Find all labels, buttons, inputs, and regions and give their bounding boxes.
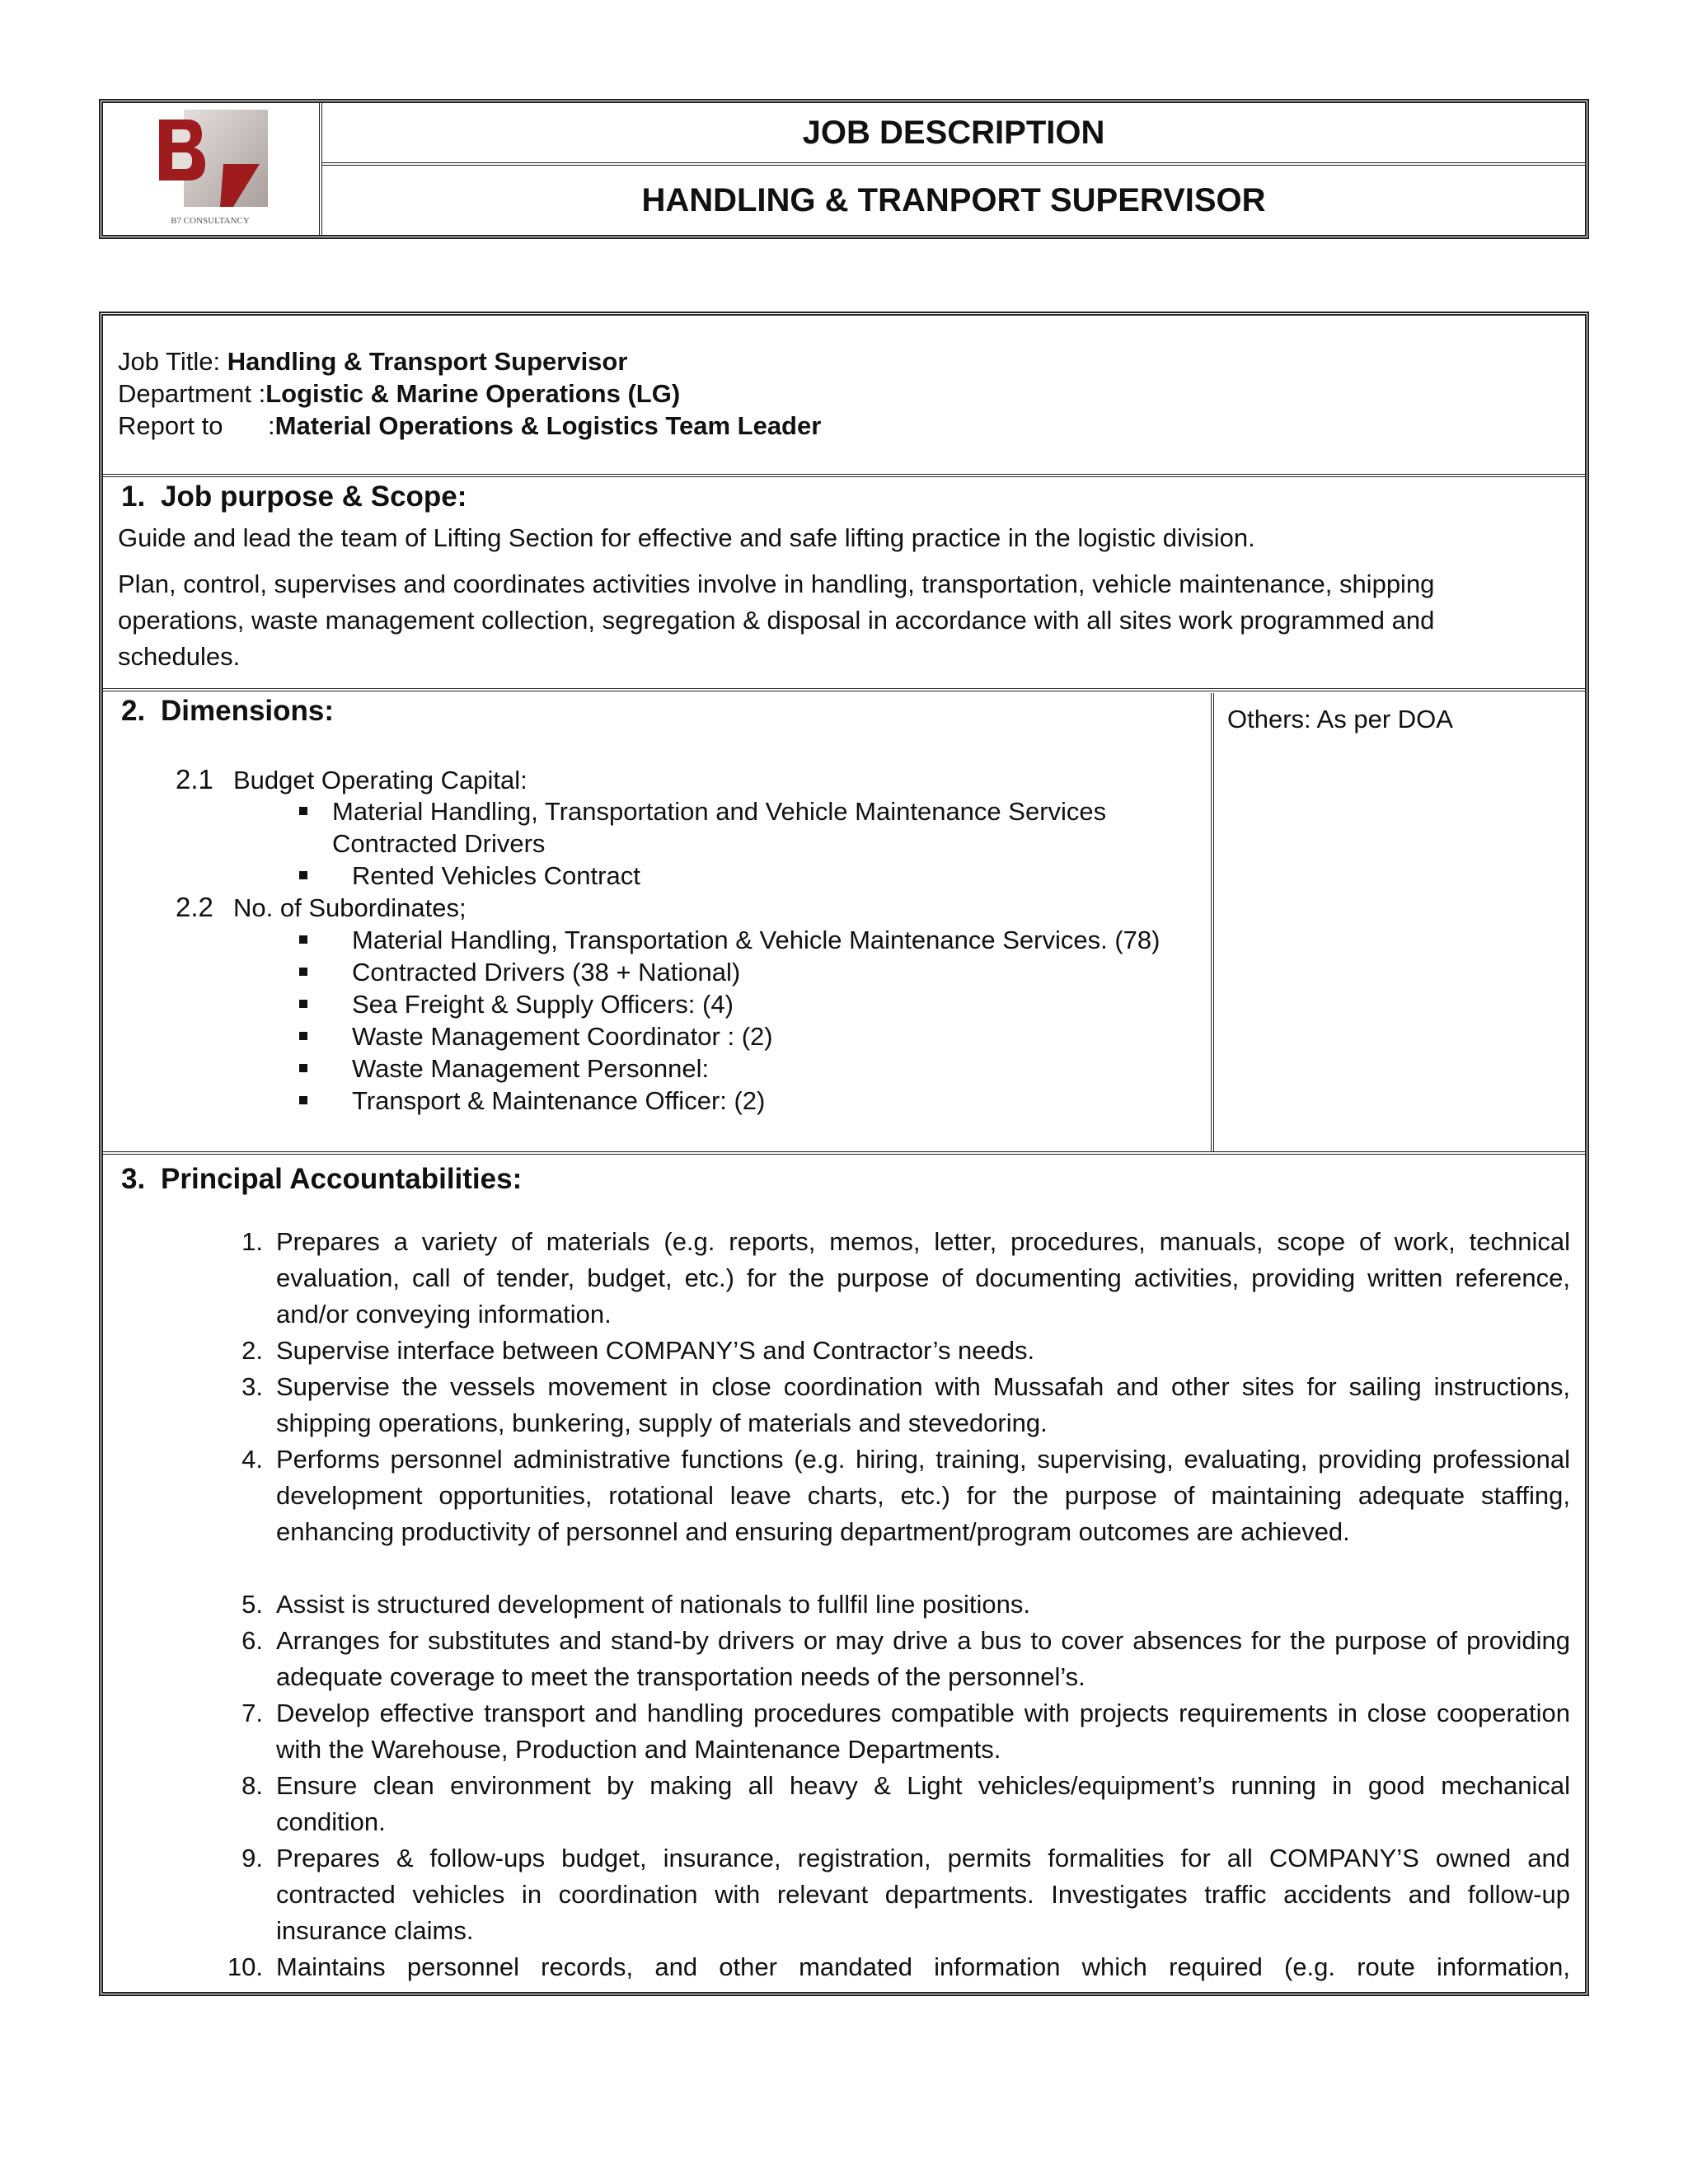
subordinates-subtitle: No. of Subordinates; <box>233 893 467 922</box>
dimensions-number: 2. <box>121 695 146 727</box>
item-text: Develop effective transport and handling procedures compatible with projects requirements in close cooperation with the Warehouse, Production and Maintenance Departments. <box>276 1699 1570 1764</box>
budget-subtitle: Budget Operating Capital: <box>233 766 528 794</box>
purpose-heading <box>121 480 467 513</box>
item-text: Performs personnel administrative functions (e.g. hiring, training, supervising, evaluating, providing professional development opportunities, rotational leave charts, etc.) for the purpose of maintaining adequate staffing, enhancing productivity of personnel and ensuring department/program outcomes are achieved. <box>276 1445 1570 1546</box>
dimensions-heading <box>121 695 334 728</box>
item-text: Prepares a variety of materials (e.g. reports, memos, letter, procedures, manuals, scope of work, technical evaluation, call of tender, budget, etc.) for the purpose of documenting activities, providing written reference, and/or conveying information. <box>276 1227 1570 1329</box>
company-logo <box>144 106 276 230</box>
accountability-item <box>220 1586 1570 1623</box>
accountabilities-number: 3. <box>121 1163 146 1195</box>
bullet-square-icon <box>299 1000 307 1008</box>
bullet-square-icon <box>299 1032 307 1040</box>
item-text: Prepares & follow-ups budget, insurance, registration, permits formalities for all COMPANY’S owned and contracted vehicles in coordination with relevant departments. Investigates traffic accidents and follow-up insurance claims. <box>276 1844 1570 1945</box>
accountability-item <box>220 1333 1570 1369</box>
list-item-text: Waste Management Personnel: <box>352 1054 710 1083</box>
list-item <box>299 1020 773 1052</box>
purpose-paragraph-1: Guide and lead the team of Lifting Section for effective and safe lifting practice in the logistic division. <box>118 523 1255 552</box>
item-number: 10. <box>227 1952 263 1981</box>
list-item <box>299 1085 765 1117</box>
dimensions-heading-text: Dimensions: <box>161 695 335 727</box>
accountability-item <box>220 1695 1570 1768</box>
accountability-item <box>220 1441 1570 1550</box>
report-line <box>118 411 821 441</box>
dimensions-section <box>103 693 1585 1155</box>
report-value: Material Operations & Logistics Team Leader <box>274 411 822 440</box>
purpose-paragraph-2: Plan, control, supervises and coordinates activities involve in handling, transportation, vehicle maintenance, shipping operations, waste management collection, segregation & disposal in accordance with all sites work programmed and schedules. <box>118 569 1435 671</box>
logo-text: B7 CONSULTANCY <box>171 216 250 226</box>
item-number: 8. <box>241 1771 263 1800</box>
list-item-text: Transport & Maintenance Officer: (2) <box>352 1086 766 1115</box>
item-number: 6. <box>241 1626 263 1655</box>
list-item <box>299 924 1160 956</box>
budget-subheading <box>176 764 528 795</box>
accountability-item <box>220 1224 1570 1333</box>
bullet-square-icon <box>299 871 307 879</box>
dimensions-right-cell <box>1216 693 1585 1151</box>
accountabilities-section <box>103 1156 1585 1992</box>
list-item-text: Rented Vehicles Contract <box>352 861 640 890</box>
accountability-item <box>220 1768 1570 1840</box>
department-value: Logistic & Marine Operations (LG) <box>265 379 681 408</box>
accountabilities-heading-text: Principal Accountabilities: <box>161 1163 523 1195</box>
document-title: JOB DESCRIPTION <box>322 103 1585 166</box>
logo-cell <box>103 103 322 235</box>
list-item-text: Material Handling, Transportation & Vehicle Maintenance Services. (78) <box>352 926 1160 954</box>
bullet-square-icon <box>299 935 307 944</box>
list-item-text: Contracted Drivers <box>332 829 546 858</box>
dimensions-left-cell <box>103 693 1214 1151</box>
accountability-item <box>220 1949 1570 1985</box>
item-number: 9. <box>241 1844 263 1872</box>
purpose-heading-text: Job purpose & Scope: <box>161 480 467 513</box>
item-text: Ensure clean environment by making all heavy & Light vehicles/equipment’s running in good mechanical condition. <box>276 1771 1570 1836</box>
job-title-line <box>118 347 627 377</box>
job-description-body <box>99 312 1589 1996</box>
list-item <box>299 795 1106 827</box>
accountabilities-heading <box>121 1163 522 1196</box>
bullet-square-icon <box>299 807 307 815</box>
subordinates-subnumber: 2.2 <box>176 892 213 922</box>
accountability-item <box>220 1623 1570 1695</box>
item-text: Supervise the vessels movement in close coordination with Mussafah and other sites for sailing instructions, shipping operations, bunkering, supply of materials and stevedoring. <box>276 1372 1570 1437</box>
accountability-item <box>220 1840 1570 1949</box>
list-item <box>299 860 640 892</box>
list-item <box>299 1052 709 1085</box>
item-number: 5. <box>241 1590 263 1619</box>
position-title: HANDLING & TRANPORT SUPERVISOR <box>641 181 1266 218</box>
list-item-text: Material Handling, Transportation and Vehicle Maintenance Services <box>332 797 1107 826</box>
list-item-text: Sea Freight & Supply Officers: (4) <box>352 990 734 1019</box>
department-line <box>118 379 680 409</box>
list-item-text: Contracted Drivers (38 + National) <box>352 958 741 987</box>
department-label: Department : <box>118 379 266 408</box>
item-text: Arranges for substitutes and stand-by drivers or may drive a bus to cover absences for the purpose of providing adequate coverage to meet the transportation needs of the personnel’s. <box>276 1626 1570 1691</box>
list-item-text: Waste Management Coordinator : (2) <box>352 1022 773 1051</box>
report-label: Report to <box>118 411 223 440</box>
item-text: Assist is structured development of nationals to fullfil line positions. <box>276 1590 1030 1619</box>
list-item <box>299 988 734 1020</box>
bullet-square-icon <box>299 968 307 976</box>
item-text: Supervise interface between COMPANY’S and Contractor’s needs. <box>276 1336 1035 1365</box>
report-colon: : <box>268 411 275 440</box>
job-title-value: Handling & Transport Supervisor <box>227 347 628 376</box>
job-purpose-section <box>103 479 1585 691</box>
list-item <box>312 827 545 860</box>
accountability-item <box>220 1369 1570 1441</box>
bullet-square-icon <box>299 1064 307 1072</box>
item-number: 7. <box>241 1699 263 1727</box>
others-note: Others: As per DOA <box>1227 705 1453 733</box>
purpose-number: 1. <box>121 480 146 513</box>
budget-subnumber: 2.1 <box>176 764 213 794</box>
job-title-label: Job Title: <box>118 347 221 376</box>
header-box <box>99 99 1589 239</box>
subordinates-subheading <box>176 892 467 923</box>
job-info-section <box>103 316 1585 477</box>
bullet-square-icon <box>299 1096 307 1104</box>
list-item <box>299 956 740 988</box>
item-number: 4. <box>241 1445 263 1474</box>
item-number: 2. <box>241 1336 263 1365</box>
item-number: 1. <box>241 1227 263 1256</box>
item-number: 3. <box>241 1372 263 1401</box>
item-text: Maintains personnel records, and other mandated information which required (e.g. route information, <box>276 1952 1570 1981</box>
